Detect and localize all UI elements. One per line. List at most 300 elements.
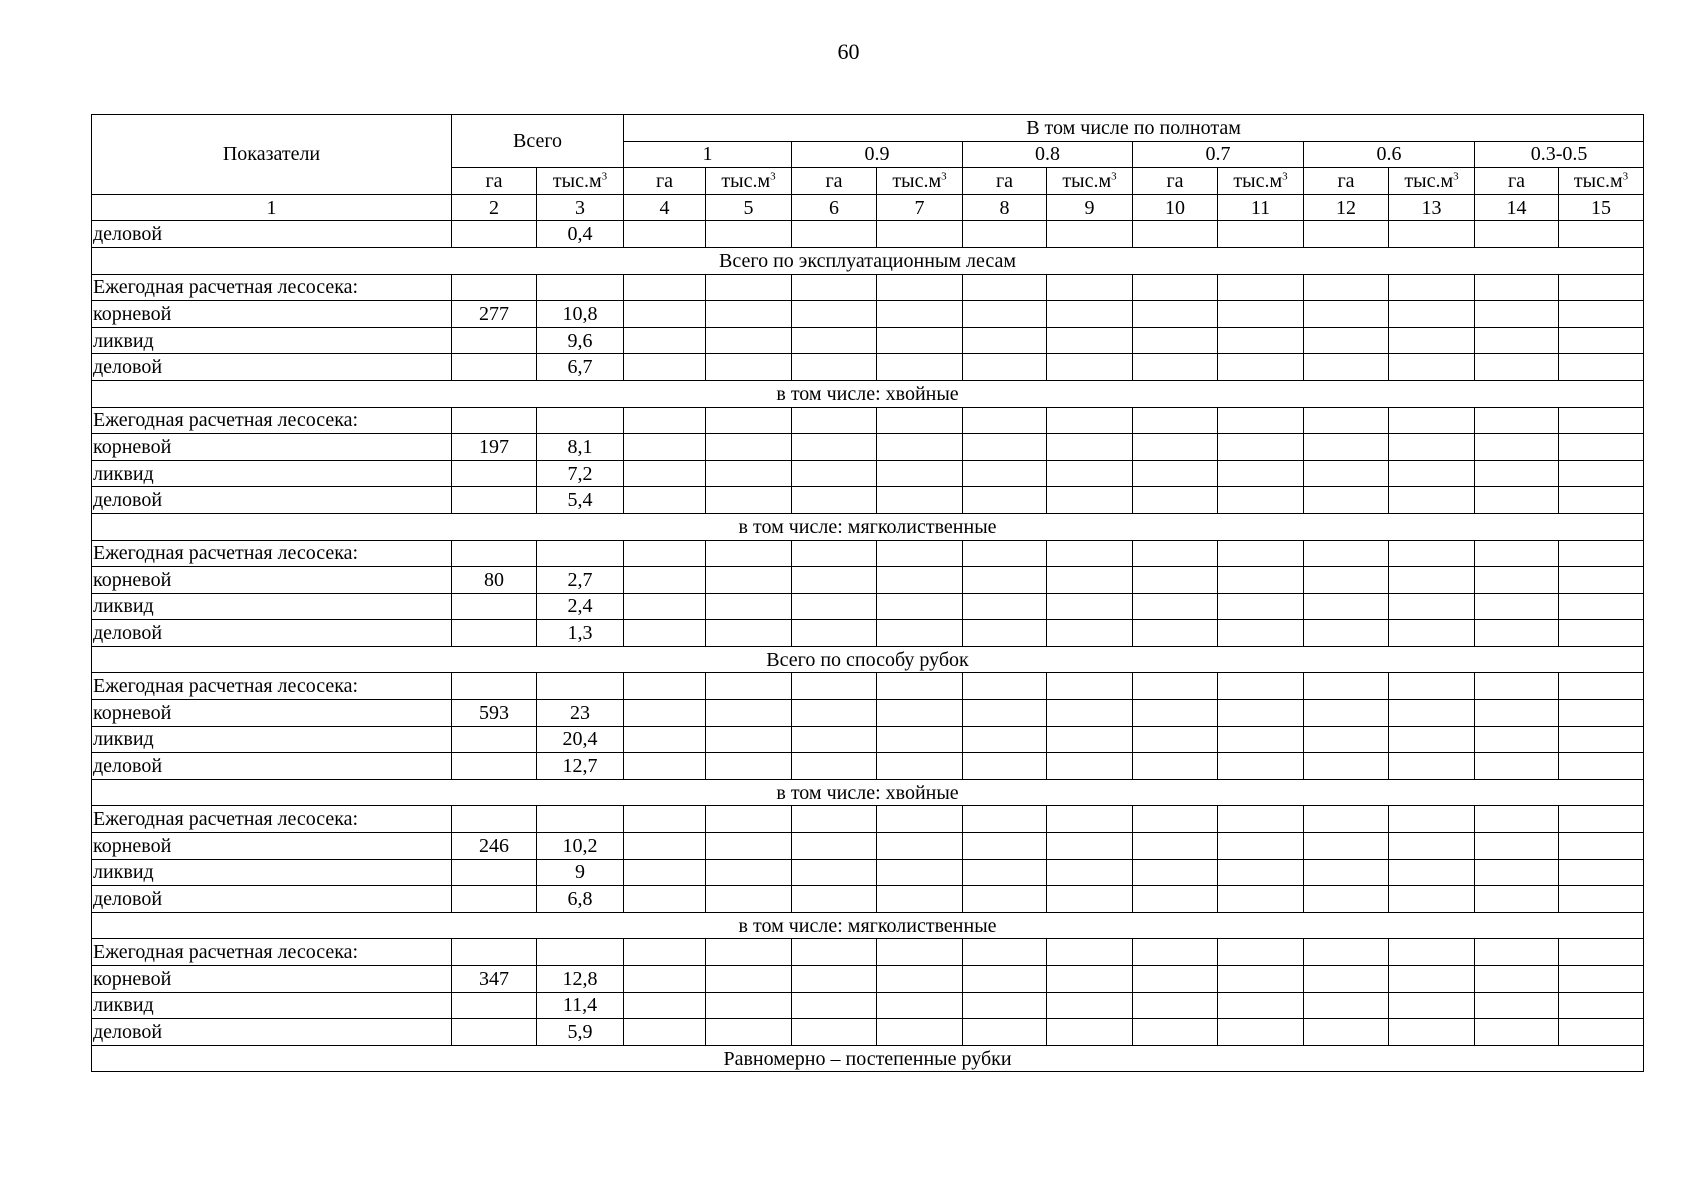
density-cell xyxy=(1047,859,1133,886)
density-cell xyxy=(706,221,792,248)
density-cell xyxy=(1047,434,1133,461)
unit-volume-label: тыс.м xyxy=(1233,169,1283,192)
density-cell xyxy=(706,327,792,354)
header-density: 0.9 xyxy=(792,141,963,168)
density-cell xyxy=(706,593,792,620)
density-cell xyxy=(963,673,1047,700)
total-ha-cell: 246 xyxy=(452,833,537,860)
total-volume-cell xyxy=(537,673,624,700)
row-label: деловой xyxy=(92,886,452,913)
total-volume-cell xyxy=(537,274,624,301)
density-cell xyxy=(1133,1019,1218,1046)
density-cell xyxy=(963,301,1047,328)
density-cell xyxy=(963,540,1047,567)
density-cell xyxy=(1559,434,1644,461)
header-density: 0.3-0.5 xyxy=(1475,141,1644,168)
table-row xyxy=(92,620,1644,647)
density-cell xyxy=(706,354,792,381)
row-label: деловой xyxy=(92,620,452,647)
density-cell xyxy=(1047,540,1133,567)
density-cell xyxy=(624,859,706,886)
density-cell xyxy=(1218,354,1304,381)
density-cell xyxy=(1559,301,1644,328)
density-cell xyxy=(963,753,1047,780)
density-cell xyxy=(792,407,877,434)
table-row xyxy=(92,1019,1644,1046)
density-cell xyxy=(1047,673,1133,700)
row-label: корневой xyxy=(92,567,452,594)
row-label: деловой xyxy=(92,221,452,248)
density-cell xyxy=(624,327,706,354)
header-unit-ha: га xyxy=(624,168,706,195)
density-cell xyxy=(706,886,792,913)
total-ha-cell xyxy=(452,354,537,381)
density-cell xyxy=(963,966,1047,993)
density-cell xyxy=(877,221,963,248)
density-cell xyxy=(963,726,1047,753)
density-cell xyxy=(1559,939,1644,966)
density-cell xyxy=(1559,1019,1644,1046)
density-cell xyxy=(1389,833,1475,860)
density-cell xyxy=(963,700,1047,727)
density-cell xyxy=(1047,327,1133,354)
density-cell xyxy=(877,487,963,514)
density-cell xyxy=(1133,434,1218,461)
total-volume-cell: 10,2 xyxy=(537,833,624,860)
row-label: ликвид xyxy=(92,992,452,1019)
density-cell xyxy=(1047,886,1133,913)
density-cell xyxy=(706,753,792,780)
density-cell xyxy=(1389,593,1475,620)
unit-volume-label: тыс.м xyxy=(1404,169,1454,192)
total-ha-cell xyxy=(452,673,537,700)
table-row xyxy=(92,327,1644,354)
density-cell xyxy=(1218,966,1304,993)
total-volume-cell: 5,9 xyxy=(537,1019,624,1046)
unit-volume-label: тыс.м xyxy=(892,169,942,192)
density-cell xyxy=(1133,540,1218,567)
density-cell xyxy=(1389,540,1475,567)
density-cell xyxy=(1475,540,1559,567)
table-row xyxy=(92,301,1644,328)
density-cell xyxy=(1475,753,1559,780)
density-cell xyxy=(1475,673,1559,700)
unit-volume-exponent: 3 xyxy=(770,170,776,183)
density-cell xyxy=(877,434,963,461)
density-cell xyxy=(1559,274,1644,301)
header-row-1 xyxy=(92,115,1644,142)
header-column-numbers-row xyxy=(92,194,1644,221)
density-cell xyxy=(1218,221,1304,248)
density-cell xyxy=(624,487,706,514)
density-cell xyxy=(1559,354,1644,381)
density-cell xyxy=(1218,939,1304,966)
density-cell xyxy=(706,833,792,860)
density-cell xyxy=(624,354,706,381)
density-cell xyxy=(1047,301,1133,328)
density-cell xyxy=(792,939,877,966)
density-cell xyxy=(792,434,877,461)
density-cell xyxy=(877,274,963,301)
density-cell xyxy=(877,726,963,753)
density-cell xyxy=(1475,939,1559,966)
total-ha-cell xyxy=(452,886,537,913)
total-volume-cell xyxy=(537,806,624,833)
density-cell xyxy=(963,806,1047,833)
density-cell xyxy=(1475,992,1559,1019)
density-cell xyxy=(1218,593,1304,620)
density-cell xyxy=(1218,274,1304,301)
density-cell xyxy=(1047,700,1133,727)
unit-volume-exponent: 3 xyxy=(601,170,608,183)
density-cell xyxy=(706,407,792,434)
header-unit-ha: га xyxy=(963,168,1047,195)
density-cell xyxy=(706,992,792,1019)
total-volume-cell: 9,6 xyxy=(537,327,624,354)
total-ha-cell xyxy=(452,939,537,966)
density-cell xyxy=(1304,833,1389,860)
table-row xyxy=(92,886,1644,913)
density-cell xyxy=(1475,567,1559,594)
density-cell xyxy=(706,567,792,594)
density-cell xyxy=(1047,1019,1133,1046)
density-cell xyxy=(792,1019,877,1046)
total-volume-cell: 6,8 xyxy=(537,886,624,913)
density-cell xyxy=(963,620,1047,647)
density-cell xyxy=(1475,833,1559,860)
density-cell xyxy=(963,833,1047,860)
density-cell xyxy=(1475,221,1559,248)
density-cell xyxy=(1389,753,1475,780)
density-cell xyxy=(792,726,877,753)
density-cell xyxy=(624,806,706,833)
density-cell xyxy=(1047,806,1133,833)
density-cell xyxy=(877,939,963,966)
table-row xyxy=(92,567,1644,594)
density-cell xyxy=(877,700,963,727)
density-cell xyxy=(706,939,792,966)
density-cell xyxy=(1133,487,1218,514)
header-by-density: В том числе по полнотам xyxy=(624,115,1644,142)
row-label: Ежегодная расчетная лесосека: xyxy=(92,806,452,833)
section-row xyxy=(92,646,1644,673)
density-cell xyxy=(877,460,963,487)
unit-volume-label: тыс.м xyxy=(1573,169,1623,192)
density-cell xyxy=(792,540,877,567)
unit-volume-label: тыс.м xyxy=(1062,169,1112,192)
density-cell xyxy=(792,221,877,248)
table-row xyxy=(92,407,1644,434)
row-label: деловой xyxy=(92,753,452,780)
row-label: ликвид xyxy=(92,327,452,354)
total-volume-cell: 12,7 xyxy=(537,753,624,780)
density-cell xyxy=(1047,726,1133,753)
unit-volume-exponent: 3 xyxy=(941,170,947,183)
density-cell xyxy=(1559,966,1644,993)
section-title: Всего по способу рубок xyxy=(92,646,1644,673)
unit-volume-exponent: 3 xyxy=(1453,170,1459,183)
row-label: корневой xyxy=(92,966,452,993)
table-row xyxy=(92,221,1644,248)
density-cell xyxy=(706,620,792,647)
density-cell xyxy=(877,354,963,381)
density-cell xyxy=(1218,540,1304,567)
density-cell xyxy=(1218,673,1304,700)
total-volume-cell: 2,4 xyxy=(537,593,624,620)
density-cell xyxy=(1389,966,1475,993)
density-cell xyxy=(1559,726,1644,753)
density-cell xyxy=(792,833,877,860)
table-body xyxy=(92,115,1644,1072)
density-cell xyxy=(963,593,1047,620)
total-ha-cell xyxy=(452,992,537,1019)
density-cell xyxy=(1559,567,1644,594)
table-row xyxy=(92,992,1644,1019)
section-title: Всего по эксплуатационным лесам xyxy=(92,247,1644,274)
column-number: 6 xyxy=(792,194,877,221)
density-cell xyxy=(1304,620,1389,647)
density-cell xyxy=(706,460,792,487)
row-label: Ежегодная расчетная лесосека: xyxy=(92,939,452,966)
density-cell xyxy=(1304,487,1389,514)
density-cell xyxy=(1304,700,1389,727)
density-cell xyxy=(1133,726,1218,753)
density-cell xyxy=(877,327,963,354)
density-cell xyxy=(963,487,1047,514)
column-number: 14 xyxy=(1475,194,1559,221)
total-ha-cell xyxy=(452,274,537,301)
total-ha-cell: 593 xyxy=(452,700,537,727)
column-number: 7 xyxy=(877,194,963,221)
density-cell xyxy=(624,992,706,1019)
density-cell xyxy=(706,700,792,727)
density-cell xyxy=(963,1019,1047,1046)
density-cell xyxy=(792,620,877,647)
density-cell xyxy=(1559,992,1644,1019)
total-ha-cell xyxy=(452,593,537,620)
density-cell xyxy=(1304,992,1389,1019)
density-cell xyxy=(1304,859,1389,886)
total-volume-cell: 11,4 xyxy=(537,992,624,1019)
density-cell xyxy=(792,966,877,993)
header-unit-ha: га xyxy=(792,168,877,195)
column-number: 4 xyxy=(624,194,706,221)
density-cell xyxy=(877,593,963,620)
density-cell xyxy=(963,939,1047,966)
density-cell xyxy=(1133,221,1218,248)
density-cell xyxy=(1475,593,1559,620)
density-cell xyxy=(1047,487,1133,514)
density-cell xyxy=(706,1019,792,1046)
section-row xyxy=(92,912,1644,939)
column-number: 8 xyxy=(963,194,1047,221)
total-ha-cell xyxy=(452,1019,537,1046)
total-volume-cell: 8,1 xyxy=(537,434,624,461)
density-cell xyxy=(706,966,792,993)
density-cell xyxy=(624,939,706,966)
density-cell xyxy=(1389,806,1475,833)
header-unit-volume xyxy=(1047,168,1133,195)
total-volume-cell: 10,8 xyxy=(537,301,624,328)
section-row xyxy=(92,1045,1644,1072)
row-label: ликвид xyxy=(92,460,452,487)
density-cell xyxy=(1047,753,1133,780)
density-cell xyxy=(792,567,877,594)
density-cell xyxy=(706,301,792,328)
total-volume-cell: 5,4 xyxy=(537,487,624,514)
density-cell xyxy=(1218,886,1304,913)
total-volume-cell: 20,4 xyxy=(537,726,624,753)
density-cell xyxy=(1047,354,1133,381)
density-cell xyxy=(1559,859,1644,886)
table-row xyxy=(92,274,1644,301)
total-volume-cell: 2,7 xyxy=(537,567,624,594)
density-cell xyxy=(1389,354,1475,381)
density-cell xyxy=(706,726,792,753)
density-cell xyxy=(624,460,706,487)
density-cell xyxy=(1304,301,1389,328)
density-cell xyxy=(706,274,792,301)
unit-volume-exponent: 3 xyxy=(1622,170,1629,183)
density-cell xyxy=(706,434,792,461)
density-cell xyxy=(1133,700,1218,727)
density-cell xyxy=(877,992,963,1019)
density-cell xyxy=(1218,833,1304,860)
density-cell xyxy=(624,833,706,860)
total-volume-cell xyxy=(537,939,624,966)
header-unit-volume xyxy=(1559,168,1644,195)
total-ha-cell xyxy=(452,806,537,833)
density-cell xyxy=(706,673,792,700)
density-cell xyxy=(877,886,963,913)
density-cell xyxy=(792,806,877,833)
density-cell xyxy=(1559,221,1644,248)
table-row xyxy=(92,354,1644,381)
row-label: деловой xyxy=(92,487,452,514)
density-cell xyxy=(792,673,877,700)
density-cell xyxy=(1389,939,1475,966)
total-ha-cell: 80 xyxy=(452,567,537,594)
density-cell xyxy=(624,593,706,620)
density-cell xyxy=(1218,301,1304,328)
density-cell xyxy=(624,620,706,647)
density-cell xyxy=(1389,274,1475,301)
header-unit-ha: га xyxy=(1133,168,1218,195)
density-cell xyxy=(1218,327,1304,354)
density-cell xyxy=(1133,753,1218,780)
density-cell xyxy=(1047,567,1133,594)
density-cell xyxy=(1559,327,1644,354)
density-cell xyxy=(1218,460,1304,487)
density-cell xyxy=(624,966,706,993)
density-cell xyxy=(877,833,963,860)
density-cell xyxy=(1389,886,1475,913)
density-cell xyxy=(1559,540,1644,567)
density-cell xyxy=(1304,1019,1389,1046)
density-cell xyxy=(1389,726,1475,753)
header-unit-ha: га xyxy=(452,168,537,195)
total-volume-cell: 7,2 xyxy=(537,460,624,487)
density-cell xyxy=(1133,327,1218,354)
row-label: Ежегодная расчетная лесосека: xyxy=(92,274,452,301)
density-cell xyxy=(1047,593,1133,620)
unit-volume-exponent: 3 xyxy=(1282,170,1288,183)
density-cell xyxy=(1475,966,1559,993)
density-cell xyxy=(877,966,963,993)
density-cell xyxy=(1389,992,1475,1019)
total-volume-cell: 6,7 xyxy=(537,354,624,381)
density-cell xyxy=(963,886,1047,913)
density-cell xyxy=(877,567,963,594)
density-cell xyxy=(1389,859,1475,886)
density-cell xyxy=(1047,460,1133,487)
density-cell xyxy=(1304,753,1389,780)
section-title: в том числе: хвойные xyxy=(92,380,1644,407)
density-cell xyxy=(1304,434,1389,461)
density-cell xyxy=(1133,620,1218,647)
density-cell xyxy=(1389,700,1475,727)
density-cell xyxy=(877,540,963,567)
density-cell xyxy=(1047,966,1133,993)
section-title: в том числе: хвойные xyxy=(92,779,1644,806)
total-ha-cell xyxy=(452,221,537,248)
density-cell xyxy=(1475,301,1559,328)
table-row xyxy=(92,939,1644,966)
density-cell xyxy=(1218,700,1304,727)
density-cell xyxy=(1218,407,1304,434)
density-cell xyxy=(963,434,1047,461)
density-cell xyxy=(1133,460,1218,487)
density-cell xyxy=(1304,354,1389,381)
density-cell xyxy=(792,487,877,514)
header-unit-volume xyxy=(877,168,963,195)
density-cell xyxy=(1389,434,1475,461)
density-cell xyxy=(1559,806,1644,833)
density-cell xyxy=(792,460,877,487)
density-cell xyxy=(877,753,963,780)
total-ha-cell xyxy=(452,540,537,567)
column-number: 5 xyxy=(706,194,792,221)
row-label: деловой xyxy=(92,1019,452,1046)
column-number: 9 xyxy=(1047,194,1133,221)
density-cell xyxy=(1304,460,1389,487)
density-cell xyxy=(877,673,963,700)
unit-volume-label: тыс.м xyxy=(552,169,602,192)
table-row xyxy=(92,859,1644,886)
section-row xyxy=(92,380,1644,407)
density-cell xyxy=(963,274,1047,301)
density-cell xyxy=(624,726,706,753)
density-cell xyxy=(1475,487,1559,514)
density-cell xyxy=(963,567,1047,594)
density-cell xyxy=(877,859,963,886)
density-cell xyxy=(1389,221,1475,248)
row-label: корневой xyxy=(92,301,452,328)
density-cell xyxy=(624,567,706,594)
density-cell xyxy=(1047,620,1133,647)
density-cell xyxy=(877,620,963,647)
row-label: деловой xyxy=(92,354,452,381)
density-cell xyxy=(1475,460,1559,487)
density-cell xyxy=(1389,301,1475,328)
density-cell xyxy=(1559,593,1644,620)
density-cell xyxy=(1218,753,1304,780)
column-number: 11 xyxy=(1218,194,1304,221)
density-cell xyxy=(1389,407,1475,434)
density-cell xyxy=(1304,593,1389,620)
total-ha-cell: 197 xyxy=(452,434,537,461)
total-ha-cell xyxy=(452,407,537,434)
